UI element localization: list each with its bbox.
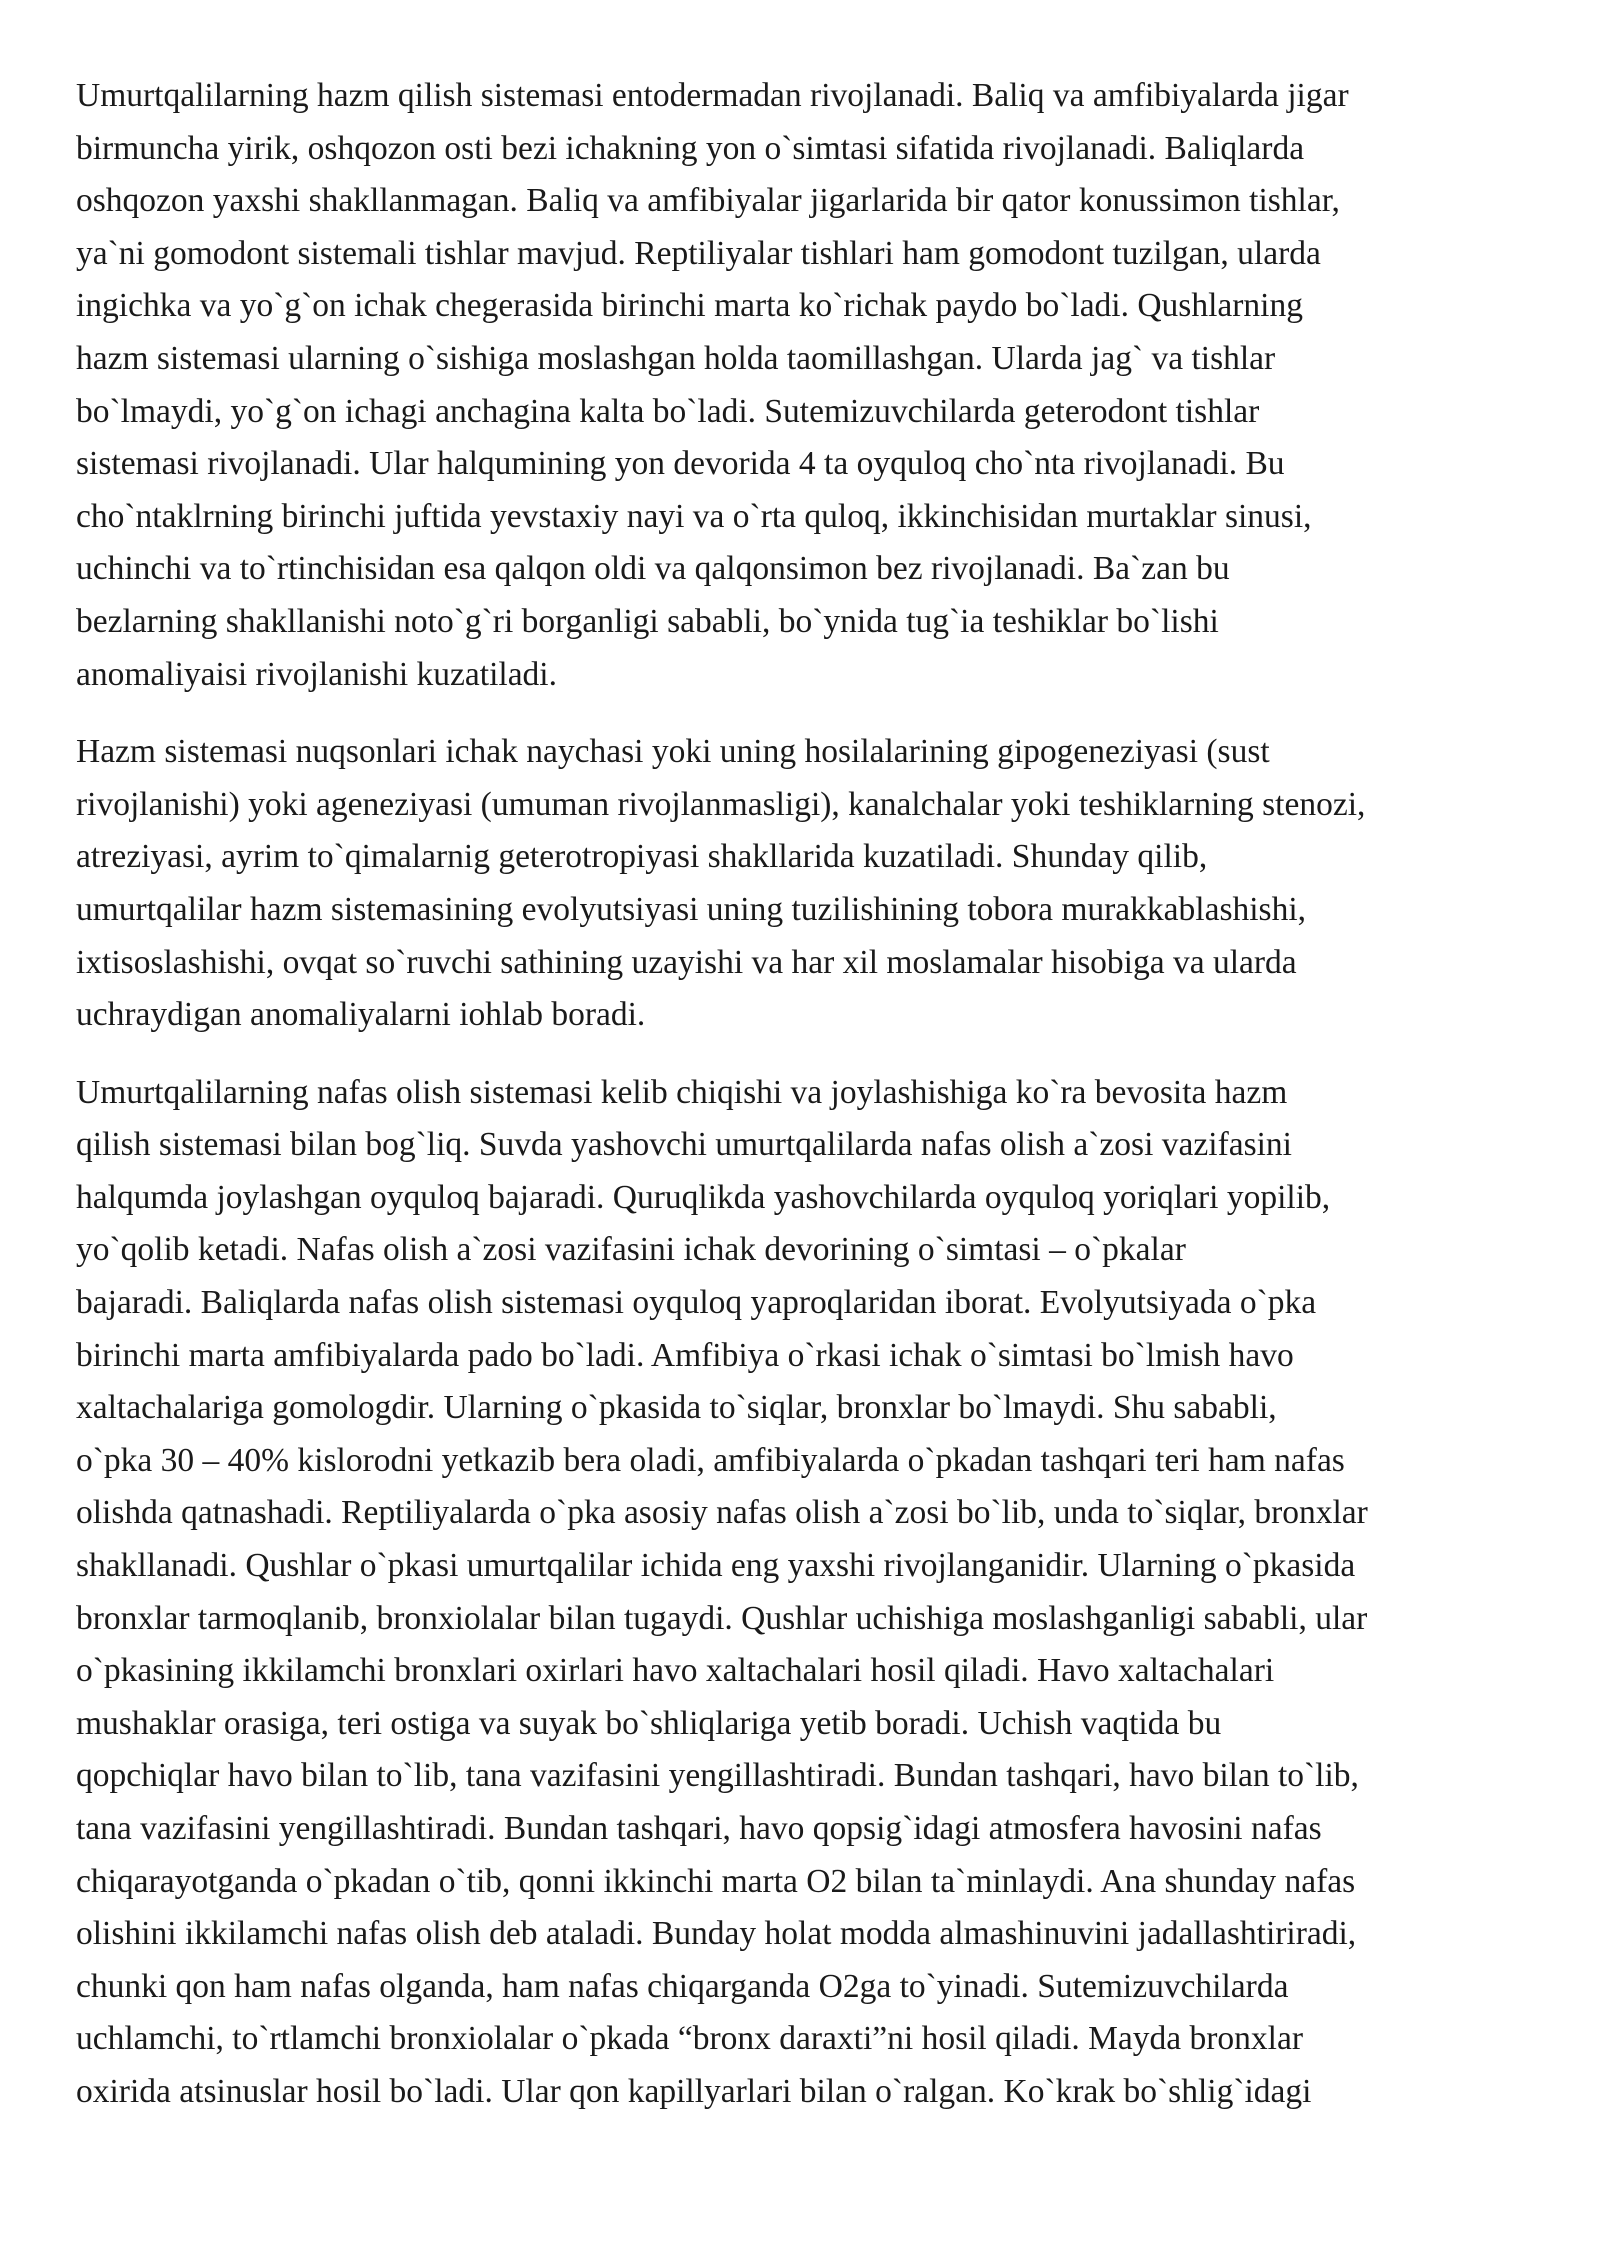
text-line: Umurtqalilarning nafas olish sistemasi kelib chiqishi va joylashishiga ko`ra bevosita hazm [76, 1073, 1288, 1111]
text-line: mushaklar orasiga, teri ostiga va suyak bo`shliqlariga yetib boradi. Uchish vaqtida bu [76, 1704, 1222, 1742]
text-line: uchraydigan anomaliyalarni iohlab boradi. [76, 996, 646, 1034]
text-line: birmuncha yirik, oshqozon osti bezi ichakning yon o`simtasi sifatida rivojlanadi. Baliqlarda [76, 129, 1305, 167]
text-line: chunki qon ham nafas olganda, ham nafas chiqarganda O2ga to`yinadi. Sutemizuvchilarda [76, 1967, 1289, 2005]
document-page [76, 70, 1546, 2144]
text-line: anomaliyaisi rivojlanishi kuzatiladi. [76, 655, 557, 693]
text-line: bronxlar tarmoqlanib, bronxiolalar bilan tugaydi. Qushlar uchishiga moslashganligi sababli, ular [76, 1599, 1368, 1637]
text-line: yo`qolib ketadi. Nafas olish a`zosi vazifasini ichak devorining o`simtasi – o`pkalar [76, 1231, 1186, 1269]
text-line: oxirida atsinuslar hosil bo`ladi. Ular qon kapillyarlari bilan o`ralgan. Ko`krak bo`shlig`idagi [76, 2072, 1312, 2110]
text-line: Umurtqalilarning hazm qilish sistemasi entodermadan rivojlanadi. Baliq va amfibiyalarda jigar [76, 77, 1349, 114]
text-line: Hazm sistemasi nuqsonlari ichak naychasi yoki uning hosilalarining gipogeneziyasi (sust [76, 733, 1270, 771]
text-line: birinchi marta amfibiyalarda pado bo`ladi. Amfibiya o`rkasi ichak o`simtasi bo`lmish havo [76, 1336, 1294, 1374]
text-line: ixtisoslashishi, ovqat so`ruvchi sathining uzayishi va har xil moslamalar hisobiga va ularda [76, 943, 1297, 981]
text-line: bezlarning shakllanishi noto`g`ri borganligi sababli, bo`ynida tug`ia teshiklar bo`lishi [76, 602, 1219, 640]
text-line: umurtqalilar hazm sistemasining evolyutsiyasi uning tuzilishining tobora murakkablashishi, [76, 890, 1307, 928]
text-line: ya`ni gomodont sistemali tishlar mavjud. Reptiliyalar tishlari ham gomodont tuzilgan, ularda [76, 234, 1321, 272]
text-line: olishini ikkilamchi nafas olish deb ataladi. Bunday holat modda almashinuvini jadallashtiriradi, [76, 1915, 1357, 1953]
text-line: cho`ntaklrning birinchi juftida yevstaxiy nayi va o`rta quloq, ikkinchisidan murtaklar sinusi, [76, 497, 1312, 535]
text-line: o`pkasining ikkilamchi bronxlari oxirlari havo xaltachalari hosil qiladi. Havo xaltachalari [76, 1652, 1275, 1690]
text-line: atreziyasi, ayrim to`qimalarnig geterotropiyasi shakllarida kuzatiladi. Shunday qilib, [76, 838, 1208, 876]
text-line: uchlamchi, to`rtlamchi bronxiolalar o`pkada “bronx daraxti”ni hosil qiladi. Mayda bronxlar [76, 2020, 1304, 2058]
text-line: oshqozon yaxshi shakllanmagan. Baliq va amfibiyalar jigarlarida bir qator konussimon tishlar, [76, 182, 1340, 220]
text-line: olishda qatnashadi. Reptiliyalarda o`pka asosiy nafas olish a`zosi bo`lib, unda to`siqlar, bronxlar [76, 1494, 1368, 1532]
text-line: halqumda joylashgan oyquloq bajaradi. Quruqlikda yashovchilarda oyquloq yoriqlari yopilib, [76, 1178, 1331, 1216]
text-line: qilish sistemasi bilan bog`liq. Suvda yashovchi umurtqalilarda nafas olish a`zosi vazifasini [76, 1126, 1292, 1164]
text-line: o`pka 30 – 40% kislorodni yetkazib bera oladi, amfibiyalarda o`pkadan tashqari teri ham nafas [76, 1441, 1345, 1479]
paragraph-respiratory-system [76, 1067, 1546, 2119]
text-line: qopchiqlar havo bilan to`lib, tana vazifasini yengillashtiradi. Bundan tashqari, havo bilan to`lib, [76, 1757, 1359, 1795]
text-line: hazm sistemasi ularning o`sishiga moslashgan holda taomillashgan. Ularda jag` va tishlar [76, 339, 1276, 377]
text-line: shakllanadi. Qushlar o`pkasi umurtqalilar ichida eng yaxshi rivojlanganidir. Ularning o`pkasida [76, 1547, 1356, 1585]
paragraph-digestive-anomalies [76, 726, 1546, 1042]
text-line: ingichka va yo`g`on ichak chegerasida birinchi marta ko`richak paydo bo`ladi. Qushlarning [76, 287, 1303, 325]
text-line: tana vazifasini yengillashtiradi. Bundan tashqari, havo qopsig`idagi atmosfera havosini nafas [76, 1810, 1322, 1847]
text-line: chiqarayotganda o`pkadan o`tib, qonni ikkinchi marta O2 bilan ta`minlaydi. Ana shunday nafas [76, 1862, 1356, 1900]
text-line: uchinchi va to`rtinchisidan esa qalqon oldi va qalqonsimon bez rivojlanadi. Ba`zan bu [76, 550, 1230, 588]
text-line: bo`lmaydi, yo`g`on ichagi anchagina kalta bo`ladi. Sutemizuvchilarda geterodont tishlar [76, 392, 1260, 430]
paragraph-digestive-system [76, 70, 1546, 701]
text-line: rivojlanishi) yoki ageneziyasi (umuman rivojlanmasligi), kanalchalar yoki teshiklarning stenozi, [76, 785, 1366, 823]
text-line: bajaradi. Baliqlarda nafas olish sistemasi oyquloq yaproqlaridan iborat. Evolyutsiyada o`pka [76, 1284, 1317, 1322]
text-line: xaltachalariga gomologdir. Ularning o`pkasida to`siqlar, bronxlar bo`lmaydi. Shu sababli, [76, 1389, 1277, 1427]
text-line: sistemasi rivojlanadi. Ular halqumining yon devorida 4 ta oyquloq cho`nta rivojlanadi. Bu [76, 445, 1285, 483]
